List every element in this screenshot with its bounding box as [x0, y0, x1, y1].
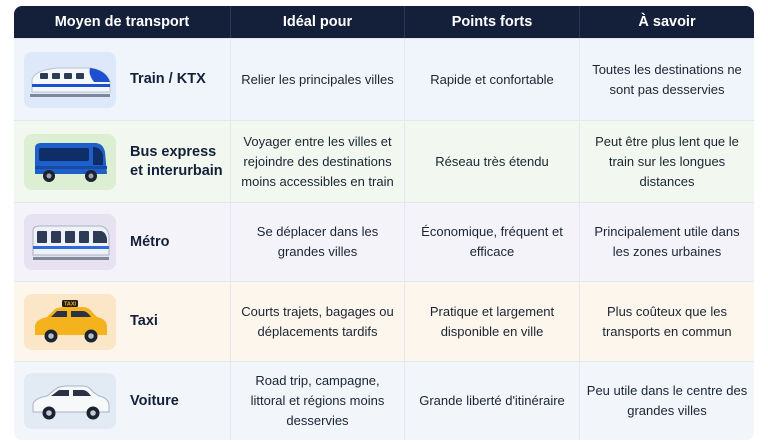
strengths-cell: Réseau très étendu: [404, 120, 579, 202]
ideal-cell: Se déplacer dans les grandes villes: [230, 202, 404, 281]
notes-cell: Plus coûteux que les transports en commun: [579, 281, 754, 361]
mode-cell: [14, 120, 230, 202]
icon-box: [24, 294, 116, 350]
icon-box: [24, 214, 116, 270]
header-ideal: Idéal pour: [230, 6, 404, 38]
mode-cell: [14, 361, 230, 440]
icon-box: [24, 134, 116, 190]
table-row: [14, 202, 754, 281]
metro-icon: [29, 219, 111, 265]
ideal-cell: Road trip, campagne, littoral et régions moins desservies: [230, 361, 404, 440]
header-mode: Moyen de transport: [14, 6, 230, 38]
high-speed-train-icon: [28, 58, 112, 102]
header-strengths: Points forts: [404, 6, 579, 38]
strengths-cell: Pratique et largement disponible en ville: [404, 281, 579, 361]
table-row: [14, 38, 754, 120]
table-row: [14, 120, 754, 202]
notes-cell: Principalement utile dans les zones urbaines: [579, 202, 754, 281]
mode-label: Métro: [130, 233, 170, 250]
ideal-cell: Voyager entre les villes et rejoindre des destinations moins accessibles en train: [230, 120, 404, 202]
mode-label: Voiture: [130, 392, 179, 409]
taxi-icon: [29, 297, 111, 347]
mode-label: Train / KTX: [130, 71, 206, 87]
strengths-cell: Économique, fréquent et efficace: [404, 202, 579, 281]
strengths-cell: Rapide et confortable: [404, 38, 579, 120]
notes-cell: Toutes les destinations ne sont pas desservies: [579, 38, 754, 120]
icon-box: [24, 373, 116, 429]
mode-label: Taxi: [130, 313, 158, 329]
strengths-cell: Grande liberté d'itinéraire: [404, 361, 579, 440]
table-header-row: [14, 6, 754, 38]
icon-box: [24, 52, 116, 108]
table-row: [14, 281, 754, 361]
notes-cell: Peu utile dans le centre des grandes villes: [579, 361, 754, 440]
ideal-cell: Courts trajets, bagages ou déplacements tardifs: [230, 281, 404, 361]
notes-cell: Peut être plus lent que le train sur les longues distances: [579, 120, 754, 202]
comparison-table: [14, 6, 754, 440]
table-row: [14, 361, 754, 440]
header-notes: À savoir: [579, 6, 754, 38]
bus-icon: [29, 138, 111, 186]
car-icon: [29, 378, 111, 424]
ideal-cell: Relier les principales villes: [230, 38, 404, 120]
taxi-sign-text: TAXI: [63, 301, 77, 307]
mode-cell: [14, 202, 230, 281]
mode-label: Bus express et interurbain: [130, 143, 223, 179]
mode-cell: [14, 38, 230, 120]
mode-cell: [14, 281, 230, 361]
transport-comparison-table: [14, 6, 754, 440]
